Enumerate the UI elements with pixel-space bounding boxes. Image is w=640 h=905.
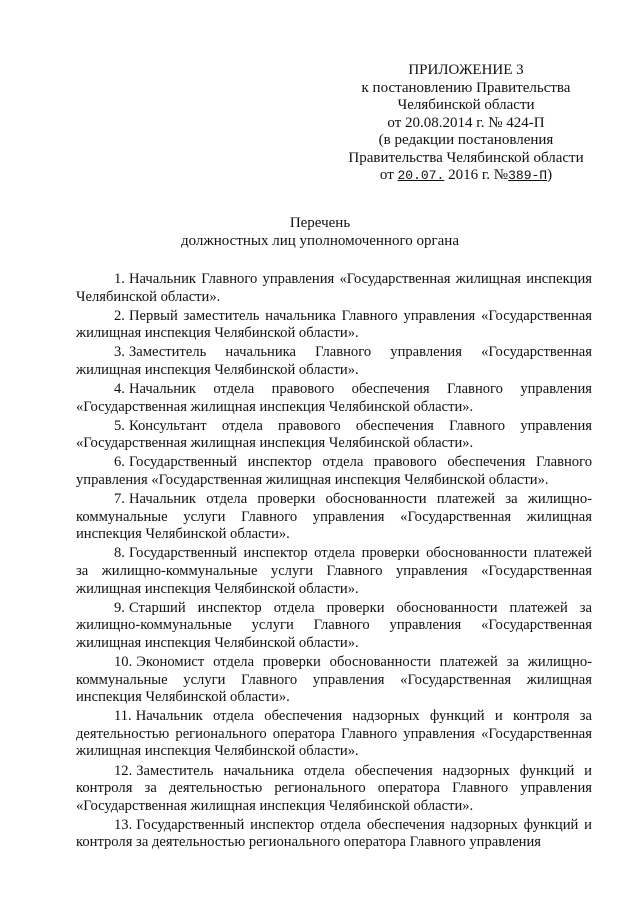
title-line-1: Перечень [289,215,351,231]
item-text: Первый заместитель начальника Главного управления «Государственная жилищная инспекция Челябинской области». [76,307,592,342]
appendix-header [340,62,592,185]
list-item [76,817,592,852]
amendment-line [340,167,592,185]
amendment-prefix: от [379,167,398,183]
amendment-number: 389-П [508,168,548,183]
item-text: Заместитель начальника отдела обеспечения надзорных функций и контроля за деятельностью регионального оператора Главного управления «Государственная жилищная инспекция Челябинской области». [76,762,592,814]
item-number: 1. [114,271,125,287]
list-item [76,271,592,306]
list-item [76,308,592,343]
appendix-line: (в редакции постановления [378,132,554,148]
appendix-line: Правительства Челябинской области [348,149,584,166]
item-text: Начальник отдела проверки обоснованности платежей за жилищно-коммунальные услуги Главного управления «Государственная жилищная инспекция Челябинской области». [76,491,592,543]
item-number: 6. [114,454,125,471]
item-number: 7. [114,491,125,508]
document-title [0,214,640,250]
list-item [76,344,592,379]
item-text: Государственный инспектор отдела правового обеспечения Главного управления «Государственная жилищная инспекция Челябинской области». [76,454,592,489]
item-number: 9. [114,599,125,616]
officials-list [76,271,592,854]
list-item [76,600,592,653]
list-item [76,491,592,544]
list-item [76,454,592,489]
list-item [76,545,592,598]
list-item [76,381,592,416]
item-number: 5. [114,417,125,434]
item-number: 2. [114,307,125,324]
item-text: Начальник отдела обеспечения надзорных функций и контроля за деятельностью регионального оператора Главного управления «Государственная жилищная инспекция Челябинской области». [76,708,592,760]
item-text: Заместитель начальника Главного управления «Государственная жилищная инспекция Челябинской области». [76,344,592,378]
item-number: 3. [114,344,125,361]
list-item [76,763,592,816]
item-number: 11. [114,708,132,725]
title-line-2: должностных лиц уполномоченного органа [181,233,459,249]
list-item [76,418,592,453]
item-text: Государственный инспектор отдела проверки обоснованности платежей за жилищно-коммунальные услуги Главного управления «Государственная жилищная инспекция Челябинской области». [76,545,592,597]
item-number: 13. [114,816,133,833]
appendix-title: ПРИЛОЖЕНИЕ 3 [408,62,524,78]
item-number: 8. [114,545,125,562]
item-text: Начальник отдела правового обеспечения Главного управления «Государственная жилищная инспекция Челябинской области». [76,381,592,415]
item-text: Экономист отдела проверки обоснованности платежей за жилищно-коммунальные услуги Главного управления «Государственная жилищная инспекция Челябинской области». [76,653,592,706]
amendment-mid: 2016 г. № [444,167,509,183]
item-text: Консультант отдела правового обеспечения Главного управления «Государственная жилищная инспекция Челябинской области». [76,417,592,452]
amendment-date: 20.07. [397,168,445,183]
item-number: 12. [114,762,133,779]
list-item [76,708,592,761]
item-text: Старший инспектор отдела проверки обоснованности платежей за жилищно-коммунальные услуги Главного управления «Государственная жилищная инспекция Челябинской области». [76,599,592,651]
appendix-line: от 20.08.2014 г. № 424-П [387,114,545,131]
appendix-line: Челябинской области [397,97,535,113]
appendix-line: к постановлению Правительства [361,79,571,96]
list-item [76,654,592,707]
item-text: Начальник Главного управления «Государственная жилищная инспекция Челябинской области». [76,271,592,305]
item-number: 10. [114,653,133,670]
item-number: 4. [114,381,125,398]
amendment-suffix: ) [547,167,553,183]
item-text: Государственный инспектор отдела обеспечения надзорных функций и контроля за деятельностью регионального оператора Главного управления [76,816,592,851]
